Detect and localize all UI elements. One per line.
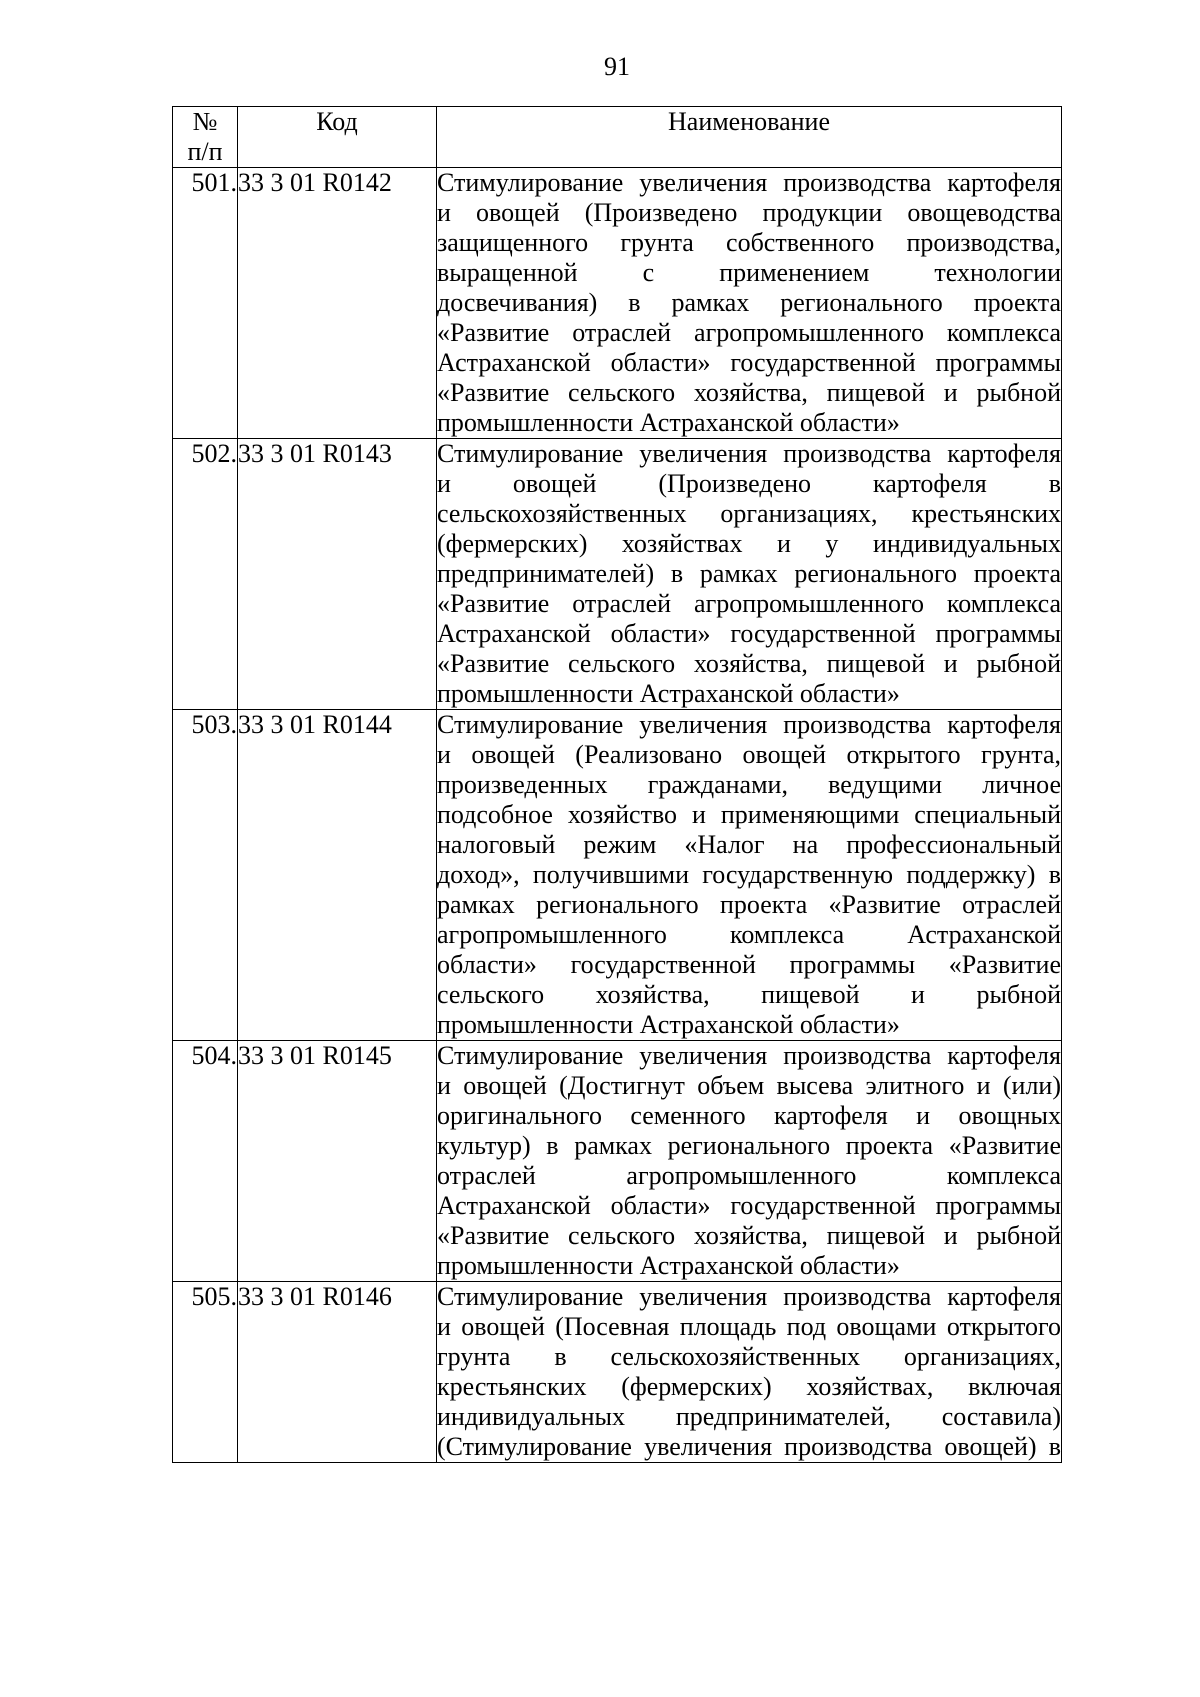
- name-text-line: промышленности Астраханской области»: [437, 1251, 900, 1280]
- name-text-line: оригинального семенного картофеля и овощных: [437, 1101, 1061, 1130]
- name-text-line: произведенных гражданами, ведущими личное: [437, 770, 1061, 799]
- row-number-cell: 503.: [173, 710, 238, 1041]
- name-text-line: подсобное хозяйство и применяющими специальный: [437, 800, 1061, 829]
- name-text-line: индивидуальных предпринимателей, составила): [437, 1402, 1061, 1431]
- name-text-line: выращенной с применением технологии: [437, 258, 1061, 287]
- name-text-line: культур) в рамках регионального проекта «Развитие: [437, 1131, 1061, 1160]
- table-row: [173, 710, 1062, 1041]
- name-text-line: и овощей (Произведено продукции овощеводства: [437, 198, 1061, 227]
- row-number-cell: 502.: [173, 439, 238, 710]
- row-number-cell: 504.: [173, 1041, 238, 1282]
- name-text-line: крестьянских (фермерских) хозяйствах, включая: [437, 1372, 1061, 1401]
- name-text-line: сельскохозяйственных организациях, крестьянских: [437, 499, 1061, 528]
- name-text-line: «Развитие сельского хозяйства, пищевой и рыбной: [437, 649, 1061, 678]
- row-code-cell: 33 3 01 R0143: [238, 439, 437, 710]
- name-text-line: и овощей (Посевная площадь под овощами открытого: [437, 1312, 1061, 1341]
- name-text-line: (фермерских) хозяйствах и у индивидуальных: [437, 529, 1061, 558]
- row-code-cell: 33 3 01 R0145: [238, 1041, 437, 1282]
- name-text-line: «Развитие отраслей агропромышленного комплекса: [437, 318, 1061, 347]
- table-row: [173, 1041, 1062, 1282]
- name-text-line: Астраханской области» государственной программы: [437, 1191, 1061, 1220]
- table-row: [173, 1282, 1062, 1463]
- name-text-line: промышленности Астраханской области»: [437, 408, 900, 437]
- table-row: [173, 439, 1062, 710]
- header-name: Наименование: [437, 107, 1062, 168]
- codes-table: [172, 106, 1062, 1463]
- row-code-cell: 33 3 01 R0144: [238, 710, 437, 1041]
- name-text-line: Астраханской области» государственной программы: [437, 348, 1061, 377]
- table-header: [173, 107, 1062, 168]
- name-text-line: и овощей (Реализовано овощей открытого грунта,: [437, 740, 1061, 769]
- header-number-sign: №: [192, 107, 218, 136]
- name-text-line: Стимулирование увеличения производства картофеля: [437, 439, 1061, 468]
- header-number: [173, 107, 238, 168]
- name-text-line: предпринимателей) в рамках регионального проекта: [437, 559, 1061, 588]
- name-text-line: промышленности Астраханской области»: [437, 679, 900, 708]
- row-code-cell: 33 3 01 R0142: [238, 168, 437, 439]
- row-name-cell: [437, 439, 1062, 710]
- page-number: 91: [604, 52, 630, 81]
- row-name-cell: [437, 710, 1062, 1041]
- row-number-cell: 501.: [173, 168, 238, 439]
- header-code: Код: [238, 107, 437, 168]
- name-text-line: защищенного грунта собственного производства,: [437, 228, 1061, 257]
- name-text-line: «Развитие сельского хозяйства, пищевой и рыбной: [437, 1221, 1061, 1250]
- table-row: [173, 168, 1062, 439]
- name-text-line: Стимулирование увеличения производства картофеля: [437, 1282, 1061, 1311]
- name-text-line: Стимулирование увеличения производства картофеля: [437, 710, 1061, 739]
- name-text-line: и овощей (Достигнут объем высева элитного и (или): [437, 1071, 1061, 1100]
- table-body: [173, 168, 1062, 1463]
- row-number-cell: 505.: [173, 1282, 238, 1463]
- header-row: [173, 107, 1062, 168]
- name-text-line: рамках регионального проекта «Развитие отраслей: [437, 890, 1061, 919]
- name-text-line: Астраханской области» государственной программы: [437, 619, 1061, 648]
- name-text-line: отраслей агропромышленного комплекса: [437, 1161, 1061, 1190]
- name-text-line: и овощей (Произведено картофеля в: [437, 469, 1061, 498]
- row-name-cell: [437, 168, 1062, 439]
- name-text-line: (Стимулирование увеличения производства овощей) в: [437, 1432, 1061, 1461]
- name-text-line: области» государственной программы «Развитие: [437, 950, 1061, 979]
- name-text-line: агропромышленного комплекса Астраханской: [437, 920, 1061, 949]
- row-name-cell: [437, 1282, 1062, 1463]
- row-name-cell: [437, 1041, 1062, 1282]
- name-text-line: «Развитие сельского хозяйства, пищевой и рыбной: [437, 378, 1061, 407]
- name-text-line: налоговый режим «Налог на профессиональный: [437, 830, 1061, 859]
- name-text-line: «Развитие отраслей агропромышленного комплекса: [437, 589, 1061, 618]
- name-text-line: промышленности Астраханской области»: [437, 1010, 900, 1039]
- row-code-cell: 33 3 01 R0146: [238, 1282, 437, 1463]
- name-text-line: доход», получившими государственную поддержку) в: [437, 860, 1061, 889]
- name-text-line: Стимулирование увеличения производства картофеля: [437, 1041, 1061, 1070]
- name-text-line: сельского хозяйства, пищевой и рыбной: [437, 980, 1061, 1009]
- name-text-line: Стимулирование увеличения производства картофеля: [437, 168, 1061, 197]
- header-number-abbrev: п/п: [187, 137, 223, 166]
- name-text-line: грунта в сельскохозяйственных организациях,: [437, 1342, 1061, 1371]
- name-text-line: досвечивания) в рамках регионального проекта: [437, 288, 1061, 317]
